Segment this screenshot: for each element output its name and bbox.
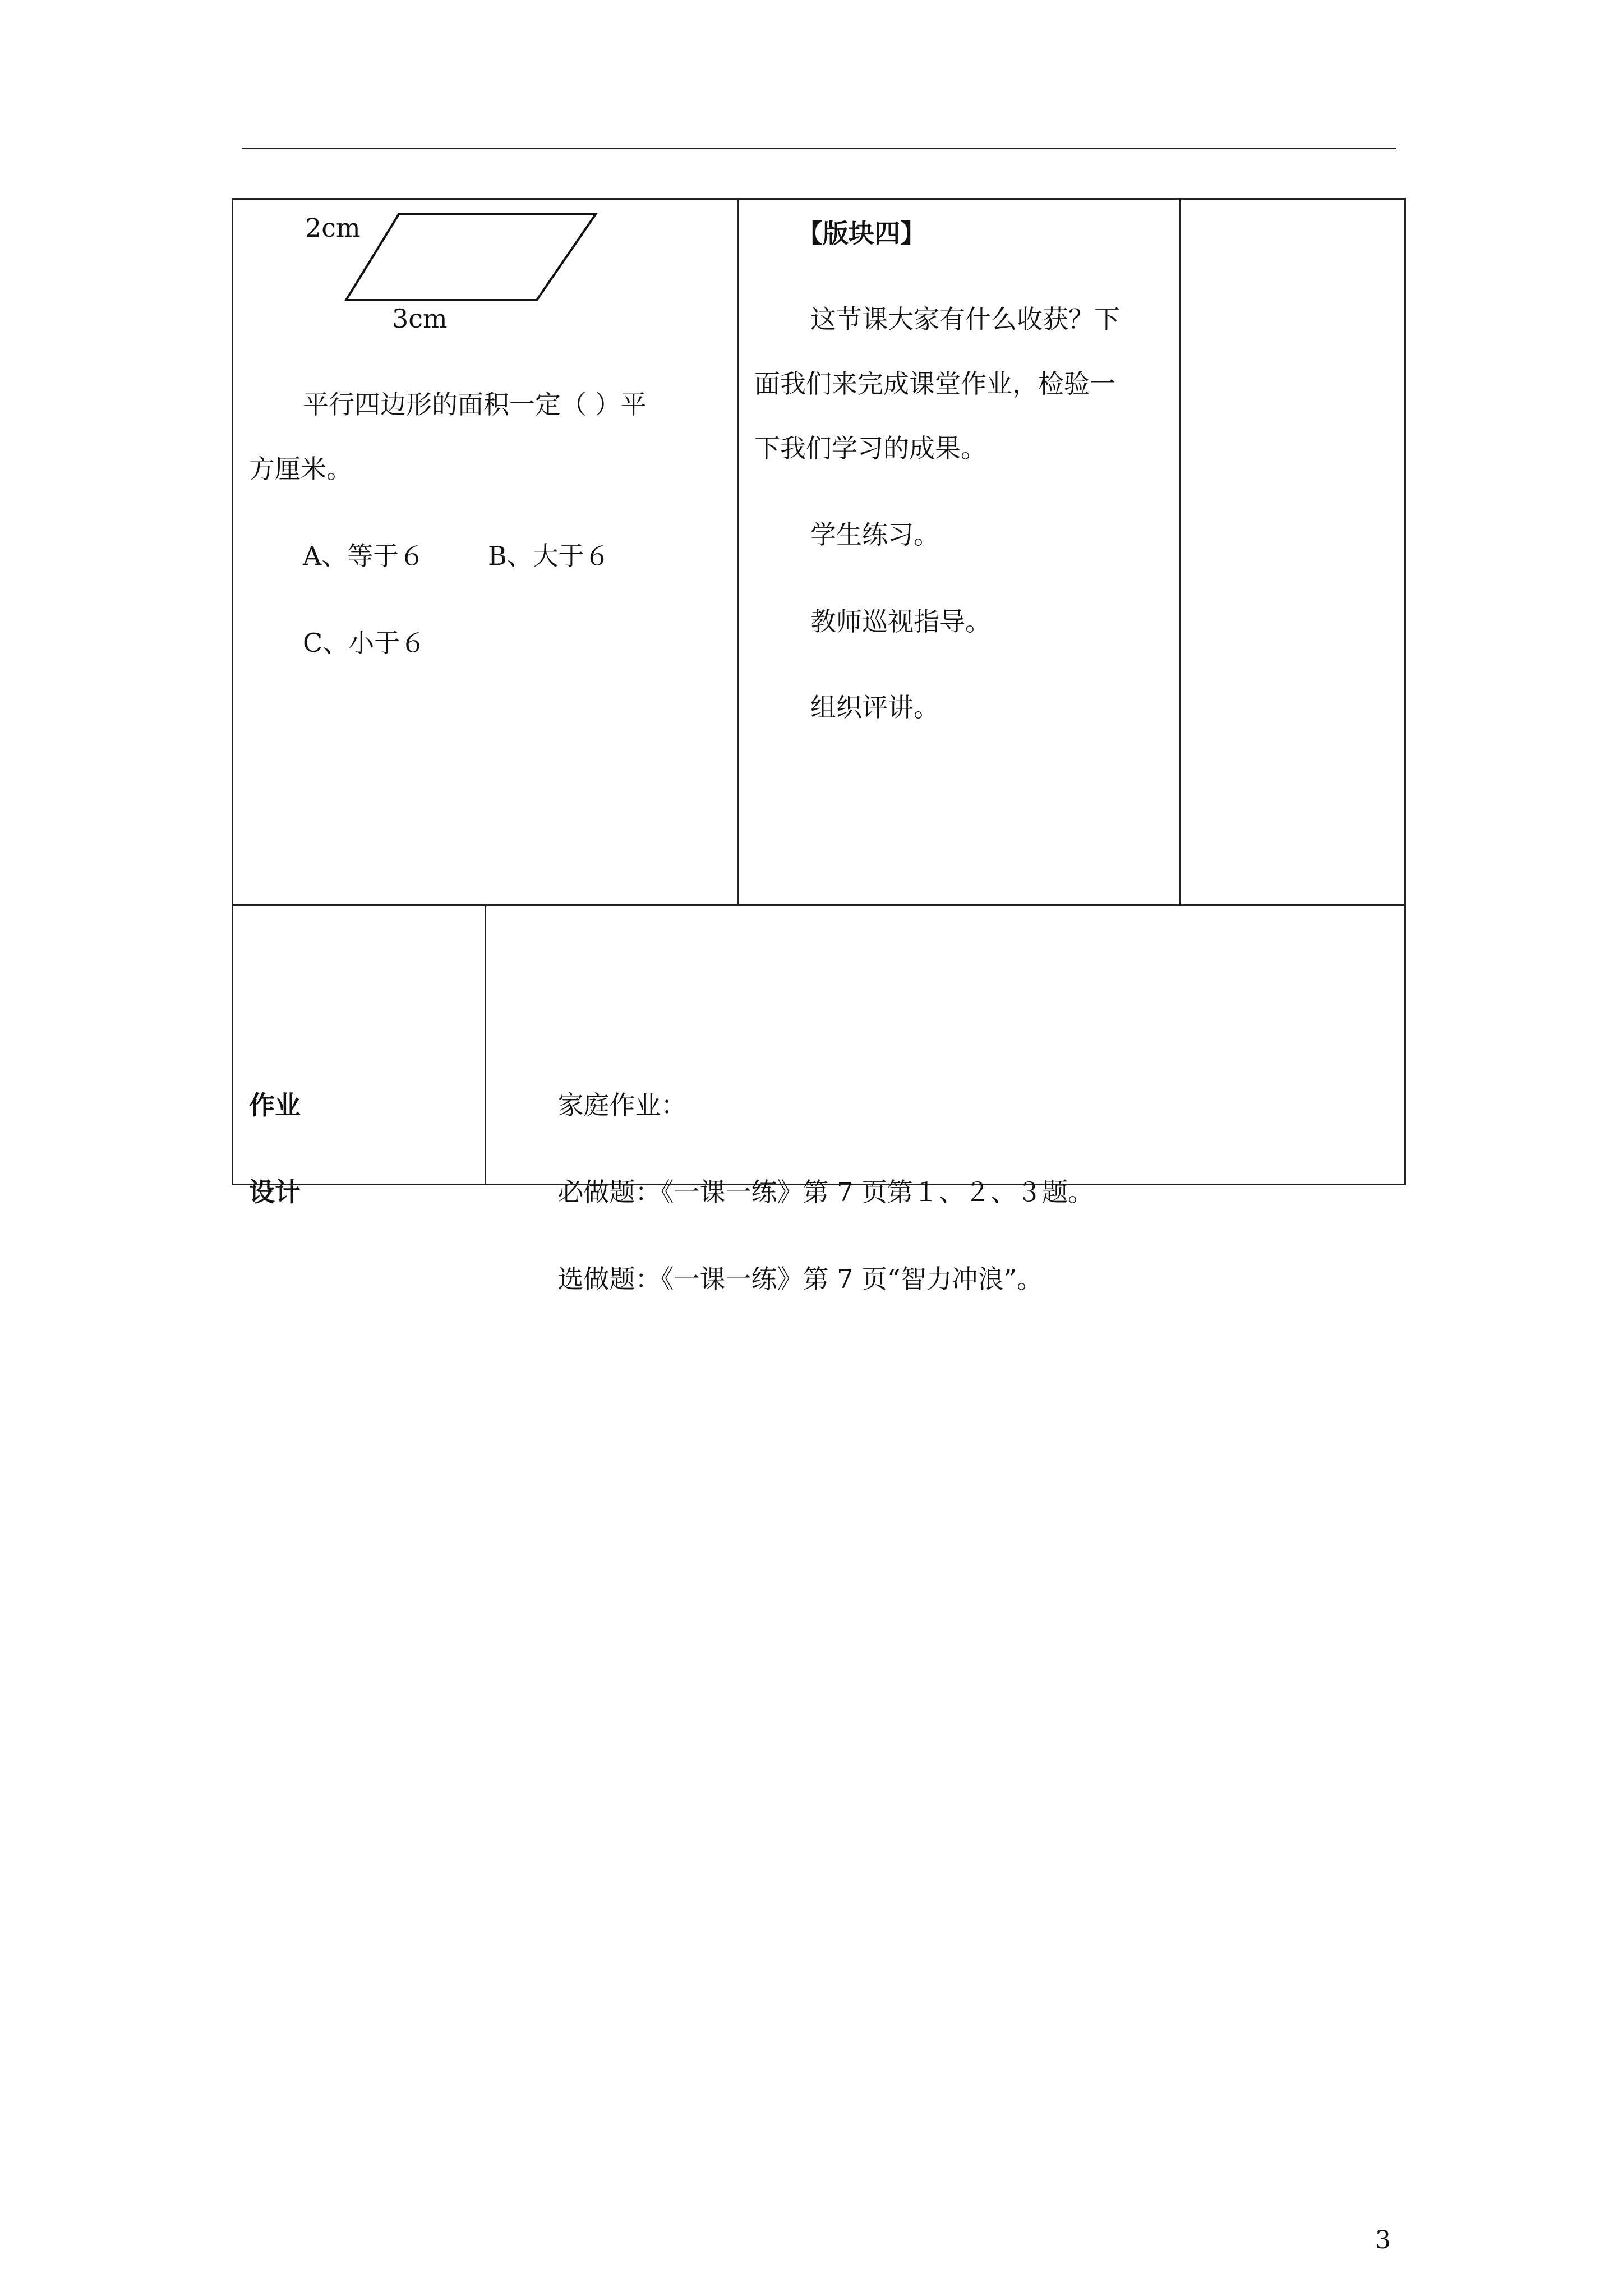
base-length-label: 3cm bbox=[392, 303, 448, 334]
option-b: B、大于６ bbox=[488, 541, 610, 571]
block4-para-line2: 面我们来完成课堂作业，检验一 bbox=[754, 369, 1115, 399]
header-rule bbox=[242, 148, 1396, 149]
block4-step1: 学生练习。 bbox=[810, 519, 939, 550]
option-a: A、等于６ bbox=[303, 541, 425, 571]
page-number: 3 bbox=[1375, 2226, 1391, 2254]
table-row bbox=[233, 905, 1405, 1185]
block4-title: 【版块四】 bbox=[797, 218, 926, 249]
option-c: C、小于６ bbox=[303, 628, 426, 658]
homework-content-cell bbox=[485, 905, 1405, 1294]
homework-intro: 家庭作业： bbox=[557, 1090, 687, 1120]
block4-step3: 组织评讲。 bbox=[810, 692, 939, 723]
block4-para-line3: 下我们学习的成果。 bbox=[754, 433, 986, 463]
parallelogram-figure bbox=[297, 211, 611, 312]
block4-para-line1: 这节课大家有什么收获？下 bbox=[810, 304, 1120, 334]
homework-optional: 选做题：《一课一练》第 7 页“智力冲浪”。 bbox=[557, 1264, 1043, 1294]
homework-label-cell bbox=[233, 905, 486, 1207]
homework-required: 必做题：《一课一练》第 7 页第１、２、３题。 bbox=[557, 1177, 1094, 1207]
side-length-label: 2cm bbox=[305, 213, 361, 243]
lesson-table bbox=[232, 198, 1406, 1294]
notes-cell bbox=[1181, 199, 1405, 905]
question-stem-line1: 平行四边形的面积一定（ ）平 bbox=[303, 389, 647, 420]
parallelogram-shape bbox=[346, 214, 596, 300]
block4-step2: 教师巡视指导。 bbox=[810, 606, 991, 637]
homework-label-line2: 设计 bbox=[249, 1177, 301, 1207]
homework-label-line1: 作业 bbox=[249, 1090, 301, 1120]
block4-cell bbox=[738, 199, 1181, 905]
question-stem-line2: 方厘米。 bbox=[249, 454, 352, 484]
